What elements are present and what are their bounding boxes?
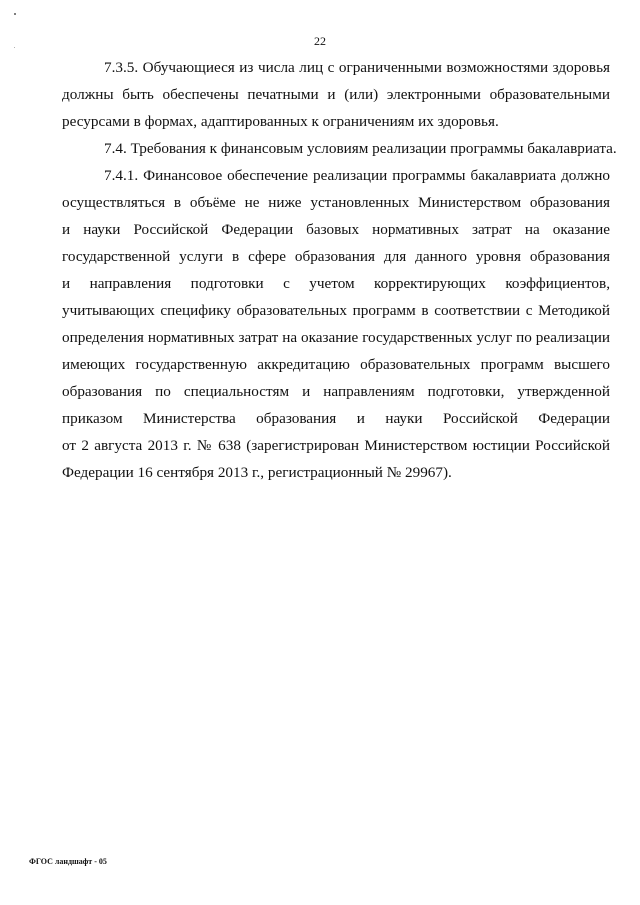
paragraph-7-4-heading — [62, 135, 617, 162]
text-line: приказом Министерства образования и науки Российской Федерации — [62, 410, 610, 427]
text-line: ресурсами в формах, адаптированных к ограничениям их здоровья. — [62, 113, 499, 130]
paragraph-7-4-1 — [62, 162, 610, 486]
text-line: имеющих государственную аккредитацию образовательных программ высшего — [62, 356, 610, 373]
document-footer: ФГОС ландшафт - 05 — [29, 857, 107, 866]
text-line: 7.3.5. Обучающиеся из числа лиц с ограниченными возможностями здоровья — [104, 59, 610, 76]
text-line: 7.4.1. Финансовое обеспечение реализации программы бакалавриата должно — [104, 167, 610, 184]
text-line: определения нормативных затрат на оказание государственных услуг по реализации — [62, 329, 610, 346]
text-line: учитывающих специфику образовательных программ в соответствии с Методикой — [62, 302, 610, 319]
text-line: и направления подготовки с учетом корректирующих коэффициентов, — [62, 275, 610, 292]
scan-speck — [14, 13, 16, 15]
paragraph-7-3-5 — [62, 54, 610, 135]
document-body — [62, 54, 617, 486]
text-line: государственной услуги в сфере образования для данного уровня образования — [62, 248, 610, 265]
page-number: 22 — [314, 34, 326, 48]
text-line: и науки Российской Федерации базовых нормативных затрат на оказание — [62, 221, 610, 238]
text-line: осуществляться в объёме не ниже установленных Министерством образования — [62, 194, 610, 211]
text-line: Федерации 16 сентября 2013 г., регистрационный № 29967). — [62, 464, 452, 481]
text-line: должны быть обеспечены печатными и (или) электронными образовательными — [62, 86, 610, 103]
section-heading: 7.4. Требования к финансовым условиям реализации программы бакалавриата. — [104, 140, 617, 157]
text-line: образования по специальностям и направлениям подготовки, утвержденной — [62, 383, 610, 400]
text-line: от 2 августа 2013 г. № 638 (зарегистрирован Министерством юстиции Российской — [62, 437, 610, 454]
